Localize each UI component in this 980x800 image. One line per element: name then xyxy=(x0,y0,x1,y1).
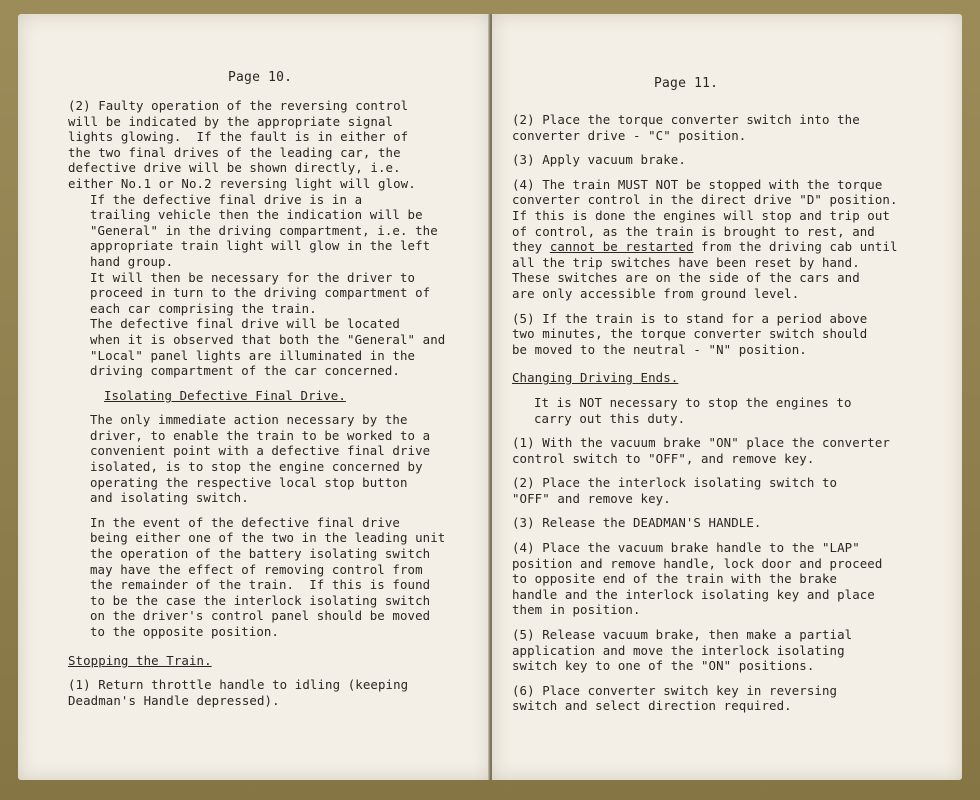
right-page-text xyxy=(512,112,952,714)
paragraph-part: from the driving cab until all the trip switches have been reset by hand. These switches are on the side of the cars and are only accessible from ground level. xyxy=(512,239,898,301)
paragraph: (3) Release the DEADMAN'S HANDLE. xyxy=(512,515,762,531)
section-heading: Changing Driving Ends. xyxy=(512,370,679,386)
paragraph: (2) Place the interlock isolating switch to "OFF" and remove key. xyxy=(512,475,838,506)
paragraph: (1) Return throttle handle to idling (keeping Deadman's Handle depressed). xyxy=(68,677,409,708)
paragraph: (2) Place the torque converter switch into the converter drive - "C" position. xyxy=(512,112,860,143)
paragraph: (6) Place converter switch key in reversing switch and select direction required. xyxy=(512,682,838,714)
paragraph: (5) Release vacuum brake, then make a partial application and move the interlock isolating switch key to one of the "ON" positions. xyxy=(512,627,853,674)
paragraph: The defective final drive will be located when it is observed that both the "General" and "Local" panel lights are illuminated in the driving compartment of the car concerned. xyxy=(90,316,446,379)
paragraph-warning xyxy=(512,177,952,302)
paragraph-part: (4) The train MUST NOT be stopped with the torque converter control in the direct drive "D" position. If this is done the engines will stop and trip out of control, as the train is brought to rest, and xyxy=(512,176,898,239)
paragraph: In the event of the defective final drive being either one of the two in the leading unit the operation of the battery isolating switch may have the effect of removing control from the remainder of the train. If this is found to be the case the interlock isolating switch on the driver's control panel should be moved to the opposite position. xyxy=(90,514,446,639)
paragraph: (2) Faulty operation of the reversing control will be indicated by the appropriate signal lights glowing. If the fault is in either of the two final drives of the leading car, the defective drive will be shown directly, i.e. either No.1 or No.2 reversing light will glow. xyxy=(68,98,416,191)
paragraph: It is NOT necessary to stop the engines to carry out this duty. xyxy=(534,394,852,426)
left-page xyxy=(18,14,490,780)
paragraph: If the defective final drive is in a trailing vehicle then the indication will be "General" in the driving compartment, i.e. the appropriate train light will glow in the left hand group. xyxy=(90,191,438,269)
section-heading: Stopping the Train. xyxy=(68,652,212,668)
page-number-header: Page 10. xyxy=(228,70,293,85)
paragraph: (4) Place the vacuum brake handle to the "LAP" position and remove handle, lock door and proceed to opposite end of the train with the brake handle and the interlock isolating key and place them in position. xyxy=(512,540,883,618)
page-number-header: Page 11. xyxy=(654,76,719,91)
right-page xyxy=(492,14,962,780)
underlined-phrase: cannot be restarted xyxy=(549,239,694,255)
paragraph-part: they xyxy=(512,239,550,255)
paragraph: (1) With the vacuum brake "ON" place the converter control switch to "OFF", and remove key. xyxy=(512,435,890,466)
paragraph: The only immediate action necessary by the driver, to enable the train to be worked to a convenient point with a defective final drive isolated, is to stop the engine concerned by operating the respective local stop button and isolating switch. xyxy=(90,412,431,506)
section-heading: Isolating Defective Final Drive. xyxy=(104,387,346,403)
paragraph: (5) If the train is to stand for a period above two minutes, the torque converter switch should be moved to the neutral - "N" position. xyxy=(512,310,868,357)
left-page-text xyxy=(68,98,486,708)
paragraph: (3) Apply vacuum brake. xyxy=(512,152,686,168)
paragraph: It will then be necessary for the driver to proceed in turn to the driving compartment of each car comprising the train. xyxy=(90,269,431,316)
